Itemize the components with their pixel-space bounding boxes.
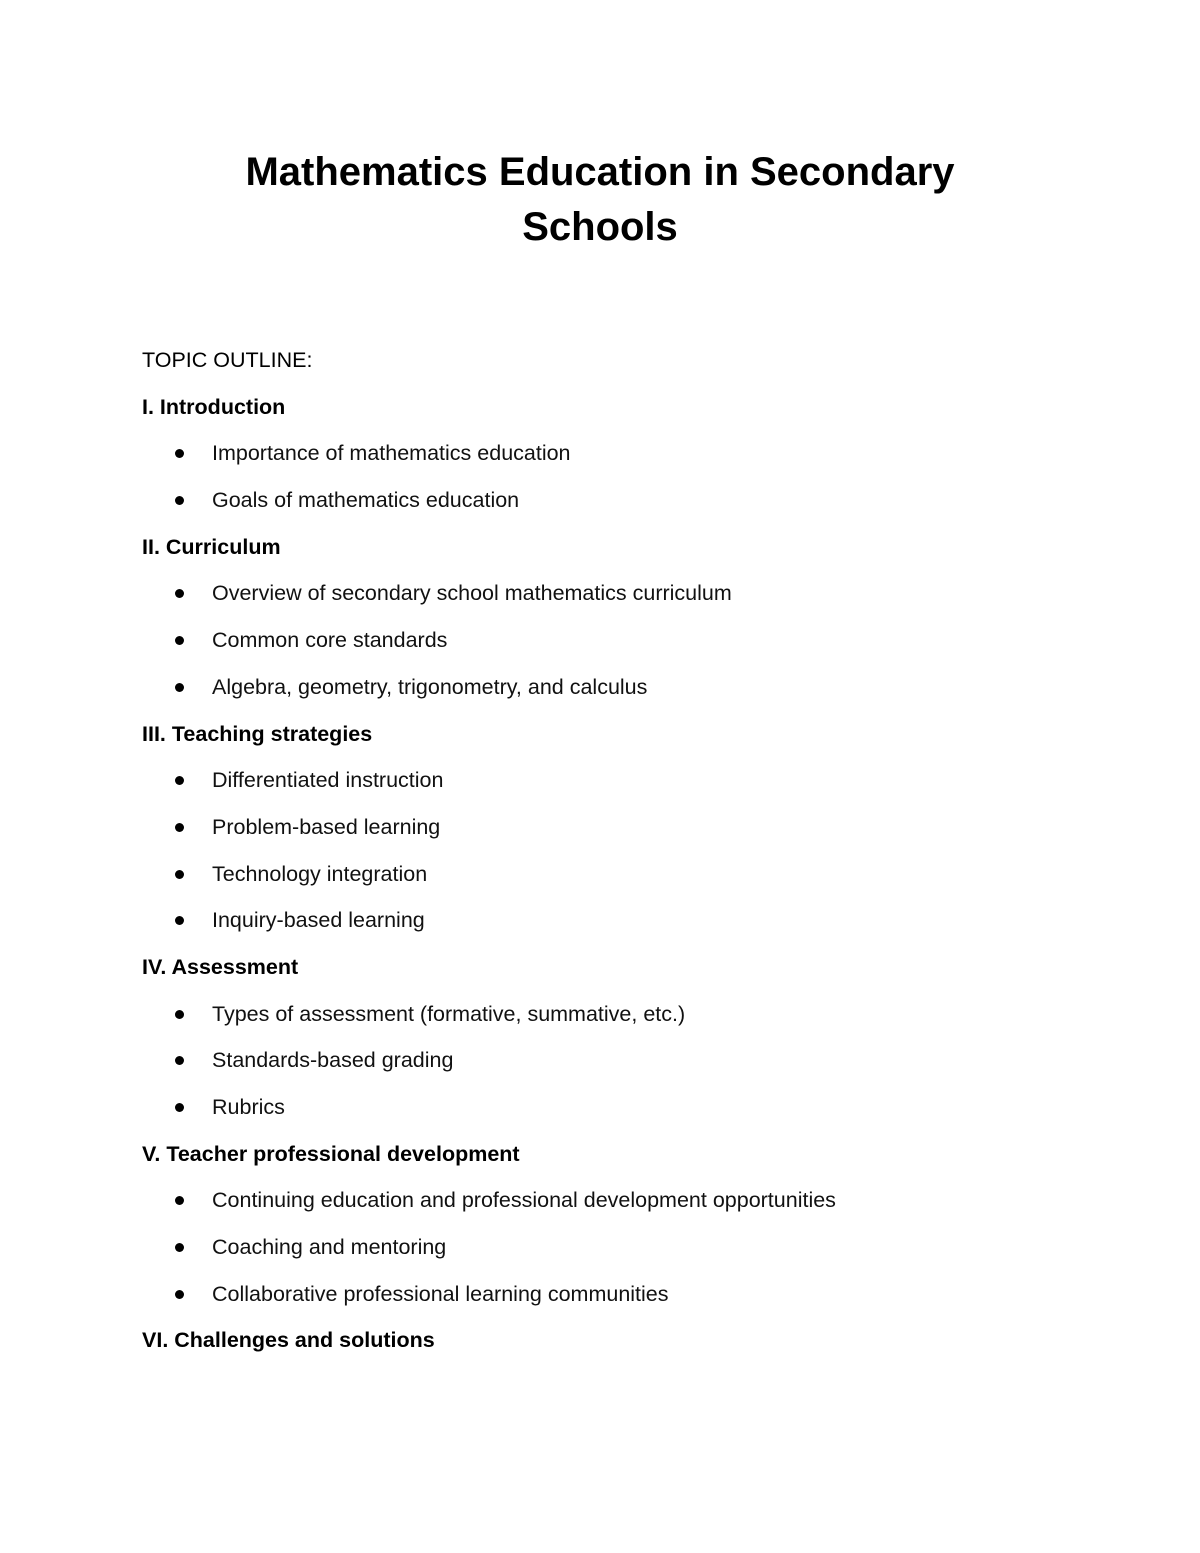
list-item-text: Standards-based grading [212, 1048, 454, 1073]
bullet-icon [175, 449, 184, 458]
bullet-icon [175, 916, 184, 925]
bullet-icon [175, 870, 184, 879]
bullet-icon [175, 1290, 184, 1299]
list-item-text: Rubrics [212, 1095, 285, 1119]
list-item-text: Types of assessment (formative, summative, etc.) [212, 1001, 686, 1026]
list-item [142, 1037, 1142, 1084]
list-item-text: Coaching and mentoring [212, 1235, 447, 1260]
list-item [142, 1271, 1142, 1318]
bullet-icon [175, 496, 184, 505]
list-item [142, 477, 1142, 524]
list-item [142, 664, 1142, 711]
list-item-text: Goals of mathematics education [212, 488, 520, 513]
topic-outline [142, 337, 1142, 1364]
section-heading: I. Introduction [142, 394, 286, 419]
document-title [0, 145, 1200, 255]
list-item [142, 430, 1142, 477]
bullet-icon [175, 636, 184, 645]
list-item-text: Technology integration [212, 861, 428, 886]
title-line-2: Schools [522, 205, 678, 249]
list-item-text: Overview of secondary school mathematics curriculum [212, 581, 732, 606]
section-heading: III. Teaching strategies [142, 721, 373, 746]
list-item [142, 897, 1142, 944]
list-item [142, 1084, 1142, 1131]
section-heading: VI. Challenges and solutions [142, 1328, 435, 1353]
list-item-text: Problem-based learning [212, 814, 441, 839]
list-item [142, 757, 1142, 804]
bullet-icon [175, 823, 184, 832]
section-heading: IV. Assessment [142, 954, 299, 979]
list-item [142, 1177, 1142, 1224]
bullet-icon [175, 1103, 184, 1112]
list-item-text: Common core standards [212, 628, 448, 653]
title-line-1: Mathematics Education in Secondary [245, 150, 955, 194]
list-item [142, 617, 1142, 664]
list-item-text: Importance of mathematics education [212, 441, 571, 466]
bullet-icon [175, 1056, 184, 1065]
list-item-text: Inquiry-based learning [212, 908, 425, 933]
list-item [142, 804, 1142, 851]
bullet-icon [175, 1010, 184, 1019]
list-item-text: Algebra, geometry, trigonometry, and calculus [212, 674, 648, 699]
list-item-text: Differentiated instruction [212, 768, 444, 793]
list-item-text: Continuing education and professional development opportunities [212, 1188, 836, 1213]
bullet-icon [175, 1243, 184, 1252]
list-item-text: Collaborative professional learning communities [212, 1281, 669, 1306]
list-item [142, 851, 1142, 898]
bullet-icon [175, 1196, 184, 1205]
list-item [142, 570, 1142, 617]
bullet-icon [175, 776, 184, 785]
list-item [142, 1224, 1142, 1271]
bullet-icon [175, 683, 184, 692]
outline-label: TOPIC OUTLINE: [142, 348, 313, 372]
section-heading: V. Teacher professional development [142, 1141, 520, 1166]
bullet-icon [175, 589, 184, 598]
section-heading: II. Curriculum [142, 534, 281, 559]
list-item [142, 991, 1142, 1038]
